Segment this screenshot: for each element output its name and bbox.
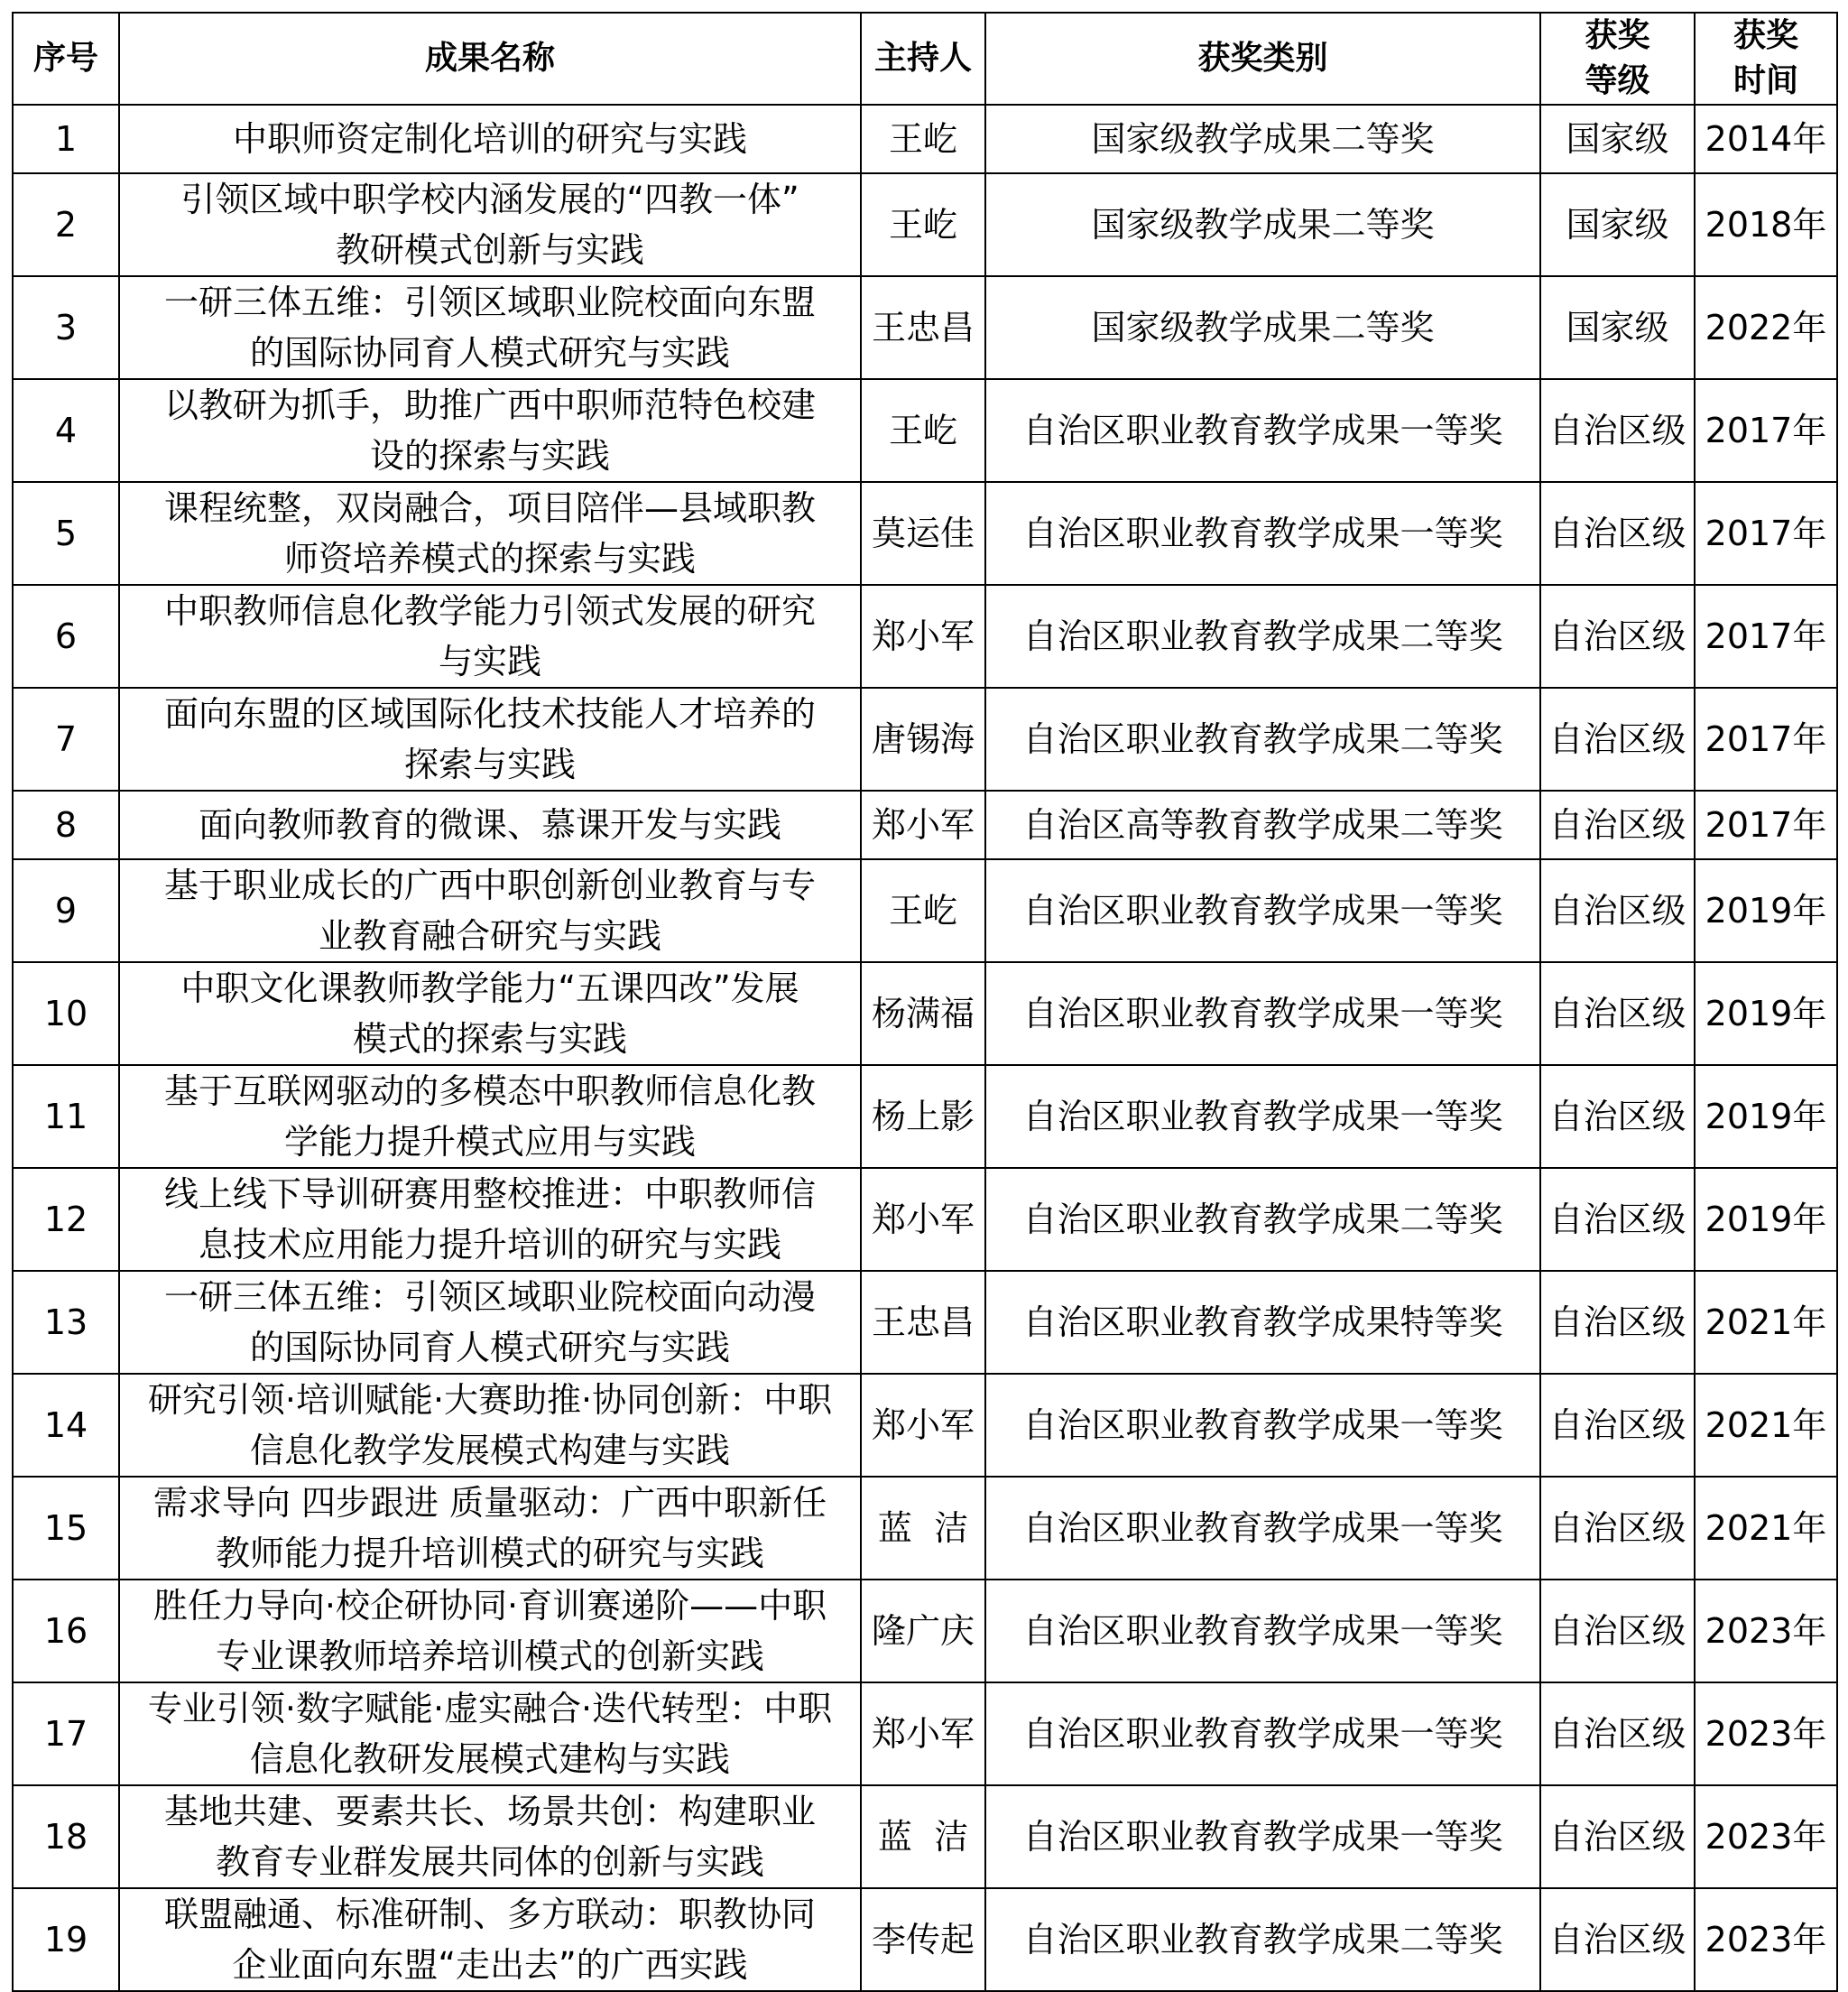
cell-title-line: 一研三体五维：引领区域职业院校面向动漫 bbox=[163, 1277, 816, 1317]
table-body bbox=[13, 105, 1837, 1991]
header-time-line1: 获奖 bbox=[1732, 17, 1798, 54]
cell-title-line: 专业引领·数字赋能·虚实融合·迭代转型：中职 bbox=[147, 1689, 833, 1728]
cell-host: 杨满福 bbox=[861, 962, 985, 1065]
cell-category: 自治区职业教育教学成果二等奖 bbox=[985, 1888, 1540, 1991]
cell-host: 杨上影 bbox=[861, 1065, 985, 1168]
cell-category: 自治区职业教育教学成果一等奖 bbox=[985, 482, 1540, 585]
table-row bbox=[13, 962, 1837, 1065]
awards-table bbox=[12, 12, 1838, 1992]
cell-title-line: 中职教师信息化教学能力引领式发展的研究 bbox=[163, 591, 816, 631]
cell-category: 自治区职业教育教学成果特等奖 bbox=[985, 1271, 1540, 1374]
cell-index: 2 bbox=[13, 173, 119, 276]
cell-title bbox=[119, 1580, 861, 1682]
cell-title-line: 研究引领·培训赋能·大赛助推·协同创新：中职 bbox=[147, 1380, 833, 1420]
cell-title bbox=[119, 688, 861, 791]
cell-title bbox=[119, 1682, 861, 1785]
header-level-line1: 获奖 bbox=[1585, 17, 1650, 54]
cell-title-line: 需求导向 四步跟进 质量驱动：广西中职新任 bbox=[152, 1483, 827, 1523]
cell-title-line: 教育专业群发展共同体的创新与实践 bbox=[215, 1842, 764, 1882]
table-row bbox=[13, 1477, 1837, 1580]
table-row bbox=[13, 1374, 1837, 1477]
cell-index: 17 bbox=[13, 1682, 119, 1785]
cell-category: 国家级教学成果二等奖 bbox=[985, 173, 1540, 276]
cell-category: 自治区职业教育教学成果二等奖 bbox=[985, 1168, 1540, 1271]
cell-title-line: 探索与实践 bbox=[403, 745, 576, 784]
cell-year: 2014年 bbox=[1695, 105, 1837, 173]
cell-host: 王屹 bbox=[861, 173, 985, 276]
cell-host: 王忠昌 bbox=[861, 276, 985, 379]
cell-category: 自治区职业教育教学成果一等奖 bbox=[985, 1477, 1540, 1580]
cell-title-line: 的国际协同育人模式研究与实践 bbox=[249, 1328, 730, 1367]
cell-title-line: 联盟融通、标准研制、多方联动：职教协同 bbox=[163, 1895, 816, 1934]
table-row bbox=[13, 585, 1837, 688]
cell-title-line: 设的探索与实践 bbox=[369, 436, 610, 476]
cell-category: 自治区职业教育教学成果一等奖 bbox=[985, 1580, 1540, 1682]
cell-category: 自治区职业教育教学成果一等奖 bbox=[985, 962, 1540, 1065]
cell-title bbox=[119, 1065, 861, 1168]
cell-level: 国家级 bbox=[1540, 276, 1695, 379]
cell-level: 自治区级 bbox=[1540, 791, 1695, 859]
cell-host: 王忠昌 bbox=[861, 1271, 985, 1374]
cell-year: 2017年 bbox=[1695, 379, 1837, 482]
cell-title bbox=[119, 585, 861, 688]
header-index: 序号 bbox=[13, 13, 119, 105]
table-row bbox=[13, 1168, 1837, 1271]
cell-index: 5 bbox=[13, 482, 119, 585]
cell-level: 自治区级 bbox=[1540, 379, 1695, 482]
header-title: 成果名称 bbox=[119, 13, 861, 105]
cell-title-line: 专业课教师培养培训模式的创新实践 bbox=[215, 1636, 764, 1676]
cell-title bbox=[119, 276, 861, 379]
cell-host: 李传起 bbox=[861, 1888, 985, 1991]
table-row bbox=[13, 173, 1837, 276]
cell-title bbox=[119, 791, 861, 859]
cell-title-line: 面向教师教育的微课、慕课开发与实践 bbox=[198, 805, 781, 845]
cell-title bbox=[119, 1374, 861, 1477]
cell-title bbox=[119, 173, 861, 276]
cell-year: 2021年 bbox=[1695, 1477, 1837, 1580]
cell-index: 7 bbox=[13, 688, 119, 791]
cell-title-line: 息技术应用能力提升培训的研究与实践 bbox=[198, 1225, 781, 1265]
cell-title-line: 的国际协同育人模式研究与实践 bbox=[249, 333, 730, 373]
cell-index: 19 bbox=[13, 1888, 119, 1991]
cell-title-line: 信息化教研发展模式建构与实践 bbox=[249, 1739, 730, 1779]
cell-title-line: 课程统整，双岗融合，项目陪伴—县域职教 bbox=[163, 488, 816, 528]
table-row bbox=[13, 1682, 1837, 1785]
cell-index: 1 bbox=[13, 105, 119, 173]
cell-host: 郑小军 bbox=[861, 585, 985, 688]
cell-category: 自治区职业教育教学成果一等奖 bbox=[985, 859, 1540, 962]
table-row bbox=[13, 859, 1837, 962]
table-row bbox=[13, 1785, 1837, 1888]
cell-host: 蓝 洁 bbox=[861, 1785, 985, 1888]
header-category: 获奖类别 bbox=[985, 13, 1540, 105]
cell-year: 2017年 bbox=[1695, 585, 1837, 688]
cell-year: 2019年 bbox=[1695, 859, 1837, 962]
cell-category: 自治区高等教育教学成果二等奖 bbox=[985, 791, 1540, 859]
cell-year: 2021年 bbox=[1695, 1374, 1837, 1477]
cell-title-line: 以教研为抓手，助推广西中职师范特色校建 bbox=[163, 385, 816, 425]
cell-level: 国家级 bbox=[1540, 105, 1695, 173]
cell-index: 3 bbox=[13, 276, 119, 379]
cell-level: 自治区级 bbox=[1540, 1374, 1695, 1477]
cell-host: 莫运佳 bbox=[861, 482, 985, 585]
cell-title-line: 信息化教学发展模式构建与实践 bbox=[249, 1431, 730, 1470]
header-row bbox=[13, 13, 1837, 105]
cell-host: 郑小军 bbox=[861, 1682, 985, 1785]
cell-index: 18 bbox=[13, 1785, 119, 1888]
cell-title-line: 中职文化课教师教学能力“五课四改”发展 bbox=[180, 968, 799, 1008]
cell-category: 自治区职业教育教学成果一等奖 bbox=[985, 1785, 1540, 1888]
cell-level: 自治区级 bbox=[1540, 482, 1695, 585]
cell-level: 自治区级 bbox=[1540, 859, 1695, 962]
cell-title-line: 学能力提升模式应用与实践 bbox=[283, 1122, 696, 1162]
cell-title bbox=[119, 1477, 861, 1580]
cell-year: 2019年 bbox=[1695, 1065, 1837, 1168]
cell-level: 自治区级 bbox=[1540, 1682, 1695, 1785]
header-level bbox=[1540, 13, 1695, 105]
cell-year: 2023年 bbox=[1695, 1682, 1837, 1785]
cell-title-line: 业教育融合研究与实践 bbox=[318, 916, 661, 956]
cell-year: 2023年 bbox=[1695, 1888, 1837, 1991]
cell-host: 王屹 bbox=[861, 105, 985, 173]
cell-category: 自治区职业教育教学成果一等奖 bbox=[985, 379, 1540, 482]
cell-level: 自治区级 bbox=[1540, 688, 1695, 791]
header-time bbox=[1695, 13, 1837, 105]
table-row bbox=[13, 688, 1837, 791]
cell-category: 国家级教学成果二等奖 bbox=[985, 105, 1540, 173]
cell-title bbox=[119, 1888, 861, 1991]
cell-category: 自治区职业教育教学成果二等奖 bbox=[985, 688, 1540, 791]
cell-year: 2022年 bbox=[1695, 276, 1837, 379]
cell-year: 2019年 bbox=[1695, 1168, 1837, 1271]
cell-host: 王屹 bbox=[861, 859, 985, 962]
cell-title-line: 基地共建、要素共长、场景共创：构建职业 bbox=[163, 1792, 816, 1831]
cell-title-line: 模式的探索与实践 bbox=[352, 1019, 627, 1059]
cell-host: 唐锡海 bbox=[861, 688, 985, 791]
cell-level: 自治区级 bbox=[1540, 962, 1695, 1065]
cell-title-line: 中职师资定制化培训的研究与实践 bbox=[232, 119, 747, 159]
table-row bbox=[13, 276, 1837, 379]
cell-title-line: 基于互联网驱动的多模态中职教师信息化教 bbox=[163, 1071, 816, 1111]
cell-title bbox=[119, 859, 861, 962]
table-row bbox=[13, 1065, 1837, 1168]
cell-host: 隆广庆 bbox=[861, 1580, 985, 1682]
cell-index: 6 bbox=[13, 585, 119, 688]
cell-category: 国家级教学成果二等奖 bbox=[985, 276, 1540, 379]
cell-category: 自治区职业教育教学成果一等奖 bbox=[985, 1682, 1540, 1785]
cell-title-line: 教研模式创新与实践 bbox=[335, 230, 644, 270]
cell-title-line: 教师能力提升培训模式的研究与实践 bbox=[215, 1533, 764, 1573]
table-row bbox=[13, 1580, 1837, 1682]
header-host: 主持人 bbox=[861, 13, 985, 105]
cell-title bbox=[119, 1785, 861, 1888]
cell-index: 4 bbox=[13, 379, 119, 482]
cell-index: 10 bbox=[13, 962, 119, 1065]
cell-title-line: 企业面向东盟“走出去”的广西实践 bbox=[232, 1945, 748, 1985]
cell-level: 自治区级 bbox=[1540, 1271, 1695, 1374]
cell-index: 11 bbox=[13, 1065, 119, 1168]
cell-level: 自治区级 bbox=[1540, 1065, 1695, 1168]
cell-title-line: 引领区域中职学校内涵发展的“四教一体” bbox=[180, 180, 799, 219]
cell-index: 14 bbox=[13, 1374, 119, 1477]
cell-index: 8 bbox=[13, 791, 119, 859]
cell-year: 2017年 bbox=[1695, 688, 1837, 791]
cell-host: 王屹 bbox=[861, 379, 985, 482]
cell-category: 自治区职业教育教学成果一等奖 bbox=[985, 1374, 1540, 1477]
table-row bbox=[13, 1271, 1837, 1374]
cell-host: 郑小军 bbox=[861, 791, 985, 859]
cell-host: 郑小军 bbox=[861, 1374, 985, 1477]
header-level-line2: 等级 bbox=[1585, 62, 1650, 99]
header-time-line2: 时间 bbox=[1732, 62, 1798, 99]
cell-level: 国家级 bbox=[1540, 173, 1695, 276]
cell-level: 自治区级 bbox=[1540, 585, 1695, 688]
cell-category: 自治区职业教育教学成果一等奖 bbox=[985, 1065, 1540, 1168]
cell-title-line: 面向东盟的区域国际化技术技能人才培养的 bbox=[163, 694, 816, 734]
cell-title-line: 胜任力导向·校企研协同·育训赛递阶——中职 bbox=[152, 1586, 827, 1626]
cell-index: 9 bbox=[13, 859, 119, 962]
cell-title bbox=[119, 1168, 861, 1271]
cell-index: 15 bbox=[13, 1477, 119, 1580]
cell-title bbox=[119, 105, 861, 173]
cell-level: 自治区级 bbox=[1540, 1888, 1695, 1991]
cell-title bbox=[119, 482, 861, 585]
cell-level: 自治区级 bbox=[1540, 1168, 1695, 1271]
table-row bbox=[13, 1888, 1837, 1991]
cell-year: 2023年 bbox=[1695, 1785, 1837, 1888]
cell-category: 自治区职业教育教学成果二等奖 bbox=[985, 585, 1540, 688]
cell-title-line: 基于职业成长的广西中职创新创业教育与专 bbox=[163, 866, 816, 905]
cell-year: 2019年 bbox=[1695, 962, 1837, 1065]
awards-table-container bbox=[12, 12, 1838, 1992]
cell-year: 2017年 bbox=[1695, 482, 1837, 585]
cell-year: 2021年 bbox=[1695, 1271, 1837, 1374]
cell-level: 自治区级 bbox=[1540, 1477, 1695, 1580]
cell-title-line: 线上线下导训研赛用整校推进：中职教师信 bbox=[163, 1174, 816, 1214]
cell-index: 16 bbox=[13, 1580, 119, 1682]
cell-level: 自治区级 bbox=[1540, 1785, 1695, 1888]
table-row bbox=[13, 379, 1837, 482]
cell-index: 13 bbox=[13, 1271, 119, 1374]
cell-index: 12 bbox=[13, 1168, 119, 1271]
cell-title bbox=[119, 962, 861, 1065]
cell-level: 自治区级 bbox=[1540, 1580, 1695, 1682]
cell-title-line: 师资培养模式的探索与实践 bbox=[283, 539, 696, 579]
cell-title bbox=[119, 379, 861, 482]
cell-title-line: 与实践 bbox=[438, 642, 541, 681]
cell-title bbox=[119, 1271, 861, 1374]
cell-year: 2018年 bbox=[1695, 173, 1837, 276]
table-row bbox=[13, 791, 1837, 859]
table-row bbox=[13, 482, 1837, 585]
cell-title-line: 一研三体五维：引领区域职业院校面向东盟 bbox=[163, 283, 816, 322]
cell-host: 蓝 洁 bbox=[861, 1477, 985, 1580]
table-row bbox=[13, 105, 1837, 173]
cell-year: 2017年 bbox=[1695, 791, 1837, 859]
cell-host: 郑小军 bbox=[861, 1168, 985, 1271]
cell-year: 2023年 bbox=[1695, 1580, 1837, 1682]
